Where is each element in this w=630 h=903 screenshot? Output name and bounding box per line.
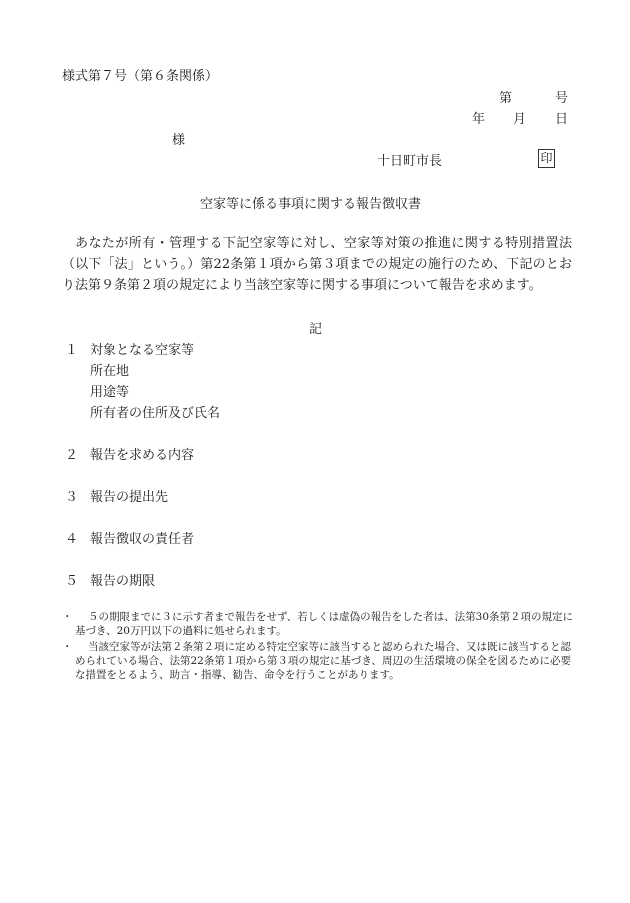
form-number-header: 様式第７号（第６条関係） xyxy=(62,69,219,84)
item-label: 報告の提出先 xyxy=(90,490,169,505)
item-label: 対象となる空家等 xyxy=(90,343,195,358)
item-number: １ xyxy=(65,343,79,358)
note-bullet: ・ xyxy=(62,641,73,653)
item-number: ３ xyxy=(65,490,79,505)
date-year: 年 xyxy=(472,112,486,127)
note-bullet: ・ xyxy=(62,611,73,623)
issuer-name: 十日町市長 xyxy=(377,154,443,169)
sub-item-owner: 所有者の住所及び氏名 xyxy=(90,406,221,421)
item-number: ４ xyxy=(65,532,79,547)
document-title: 空家等に係る事項に関する報告徴収書 xyxy=(200,197,422,212)
item-label: 報告を求める内容 xyxy=(90,448,195,463)
date-day: 日 xyxy=(555,112,569,127)
sub-item-usage: 用途等 xyxy=(90,385,130,400)
ki-heading: 記 xyxy=(309,322,323,337)
note-text: ５の期限までに３に示す者まで報告をせず、若しくは虚偽の報告をした者は、法第30条第２項の規定に基づき、20万円以下の過料に処せられます。 xyxy=(75,611,574,637)
note-penalty xyxy=(62,610,576,638)
note-text: 当該空家等が法第２条第２項に定める特定空家等に該当すると認められた場合、又は既に該当すると認められている場合、法第22条第１項から第３項の規定に基づき、周辺の生活環境の保全を図るために必要な措置をとるよう、助言・指導、勧告、命令を行うことがあります。 xyxy=(75,641,571,681)
item-label: 報告の期限 xyxy=(90,574,156,589)
addressee-honorific: 様 xyxy=(172,133,186,148)
doc-number-dai: 第 xyxy=(499,91,513,106)
body-paragraph: あなたが所有・管理する下記空家等に対し、空家等対策の推進に関する特別措置法（以下「法」という。）第22条第１項から第３項までの規定の施行のため、下記のとおり法第９条第２項の規定により当該空家等に関する事項について報告を求めます。 xyxy=(62,236,572,293)
item-number: ５ xyxy=(65,574,79,589)
seal-stamp: 印 xyxy=(538,149,555,168)
sub-item-location: 所在地 xyxy=(90,364,130,379)
item-number: ２ xyxy=(65,448,79,463)
note-measures xyxy=(62,640,576,682)
item-label: 報告徴収の責任者 xyxy=(90,532,195,547)
doc-number-go: 号 xyxy=(555,91,569,106)
date-month: 月 xyxy=(513,112,527,127)
